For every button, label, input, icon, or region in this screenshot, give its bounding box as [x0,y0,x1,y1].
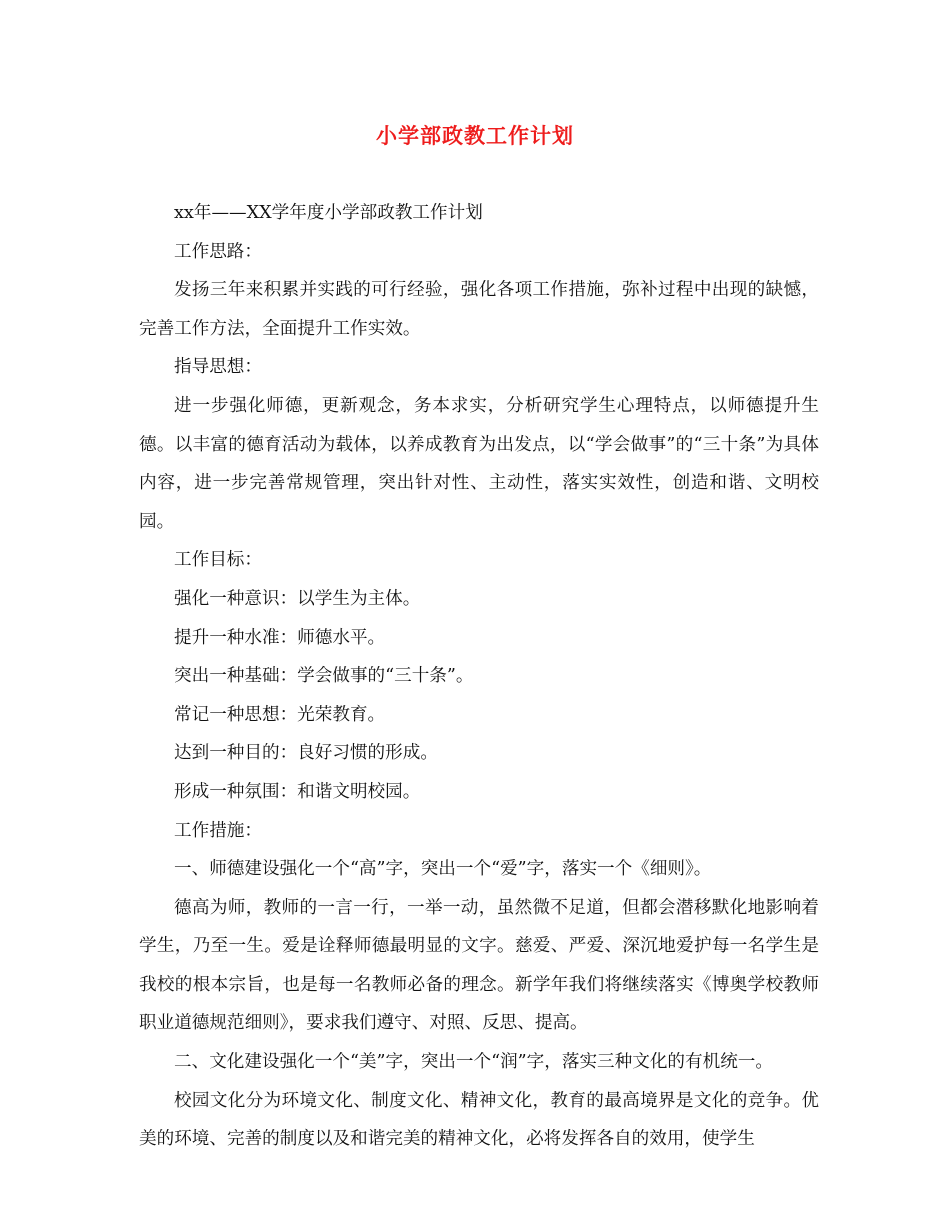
paragraph-work-approach: 发扬三年来积累并实践的可行经验，强化各项工作措施，弥补过程中出现的缺憾，完善工作方法，全面提升工作实效。 [139,280,819,339]
goal-item: 提升一种水准：师德水平。 [174,627,386,648]
measure-heading-teacher-ethics: 一、师德建设强化一个“高”字，突出一个“爱”字，落实一个《细则》。 [174,859,712,880]
goal-item: 强化一种意识：以学生为主体。 [174,588,421,609]
paragraph-teacher-ethics: 德高为师，教师的一言一行，一举一动，虽然微不足道，但都会潜移默化地影响着学生，乃至一生。爱是诠释师德最明显的文字。慈爱、严爱、深沉地爱护每一名学生是我校的根本宗旨，也是每一名教师必备的理念。新学年我们将继续落实《博奥学校教师职业道德规范细则》，要求我们遵守、对照、反思、提高。 [139,897,819,1034]
heading-work-measures: 工作措施： [174,820,262,841]
measure-heading-culture: 二、文化建设强化一个“美”字，突出一个“润”字，落实三种文化的有机统一。 [174,1052,773,1073]
heading-guiding-thought: 指导思想： [174,357,262,378]
heading-work-goals: 工作目标： [174,550,262,571]
document-body [139,194,819,1159]
goal-item: 达到一种目的：良好习惯的形成。 [174,743,438,764]
goal-item: 突出一种基础：学会做事的“三十条”。 [174,666,474,687]
paragraph-culture: 校园文化分为环境文化、制度文化、精神文化，教育的最高境界是文化的竞争。优美的环境、完善的制度以及和谐完美的精神文化，必将发挥各自的效用，使学生 [139,1090,819,1150]
goal-item: 形成一种氛围：和谐文明校园。 [174,781,421,802]
document-title: 小学部政教工作计划 [376,124,574,148]
paragraph-school-year: xx年——XX学年度小学部政教工作计划 [174,203,483,223]
paragraph-guiding-thought: 进一步强化师德，更新观念，务本求实，分析研究学生心理特点，以师德提升生德。以丰富的德育活动为载体，以养成教育为出发点，以“学会做事”的“三十条”为具体内容，进一步完善常规管理，突出针对性、主动性，落实实效性，创造和谐、文明校园。 [139,395,819,532]
goal-item: 常记一种思想：光荣教育。 [174,704,386,725]
heading-work-approach: 工作思路： [174,241,262,262]
